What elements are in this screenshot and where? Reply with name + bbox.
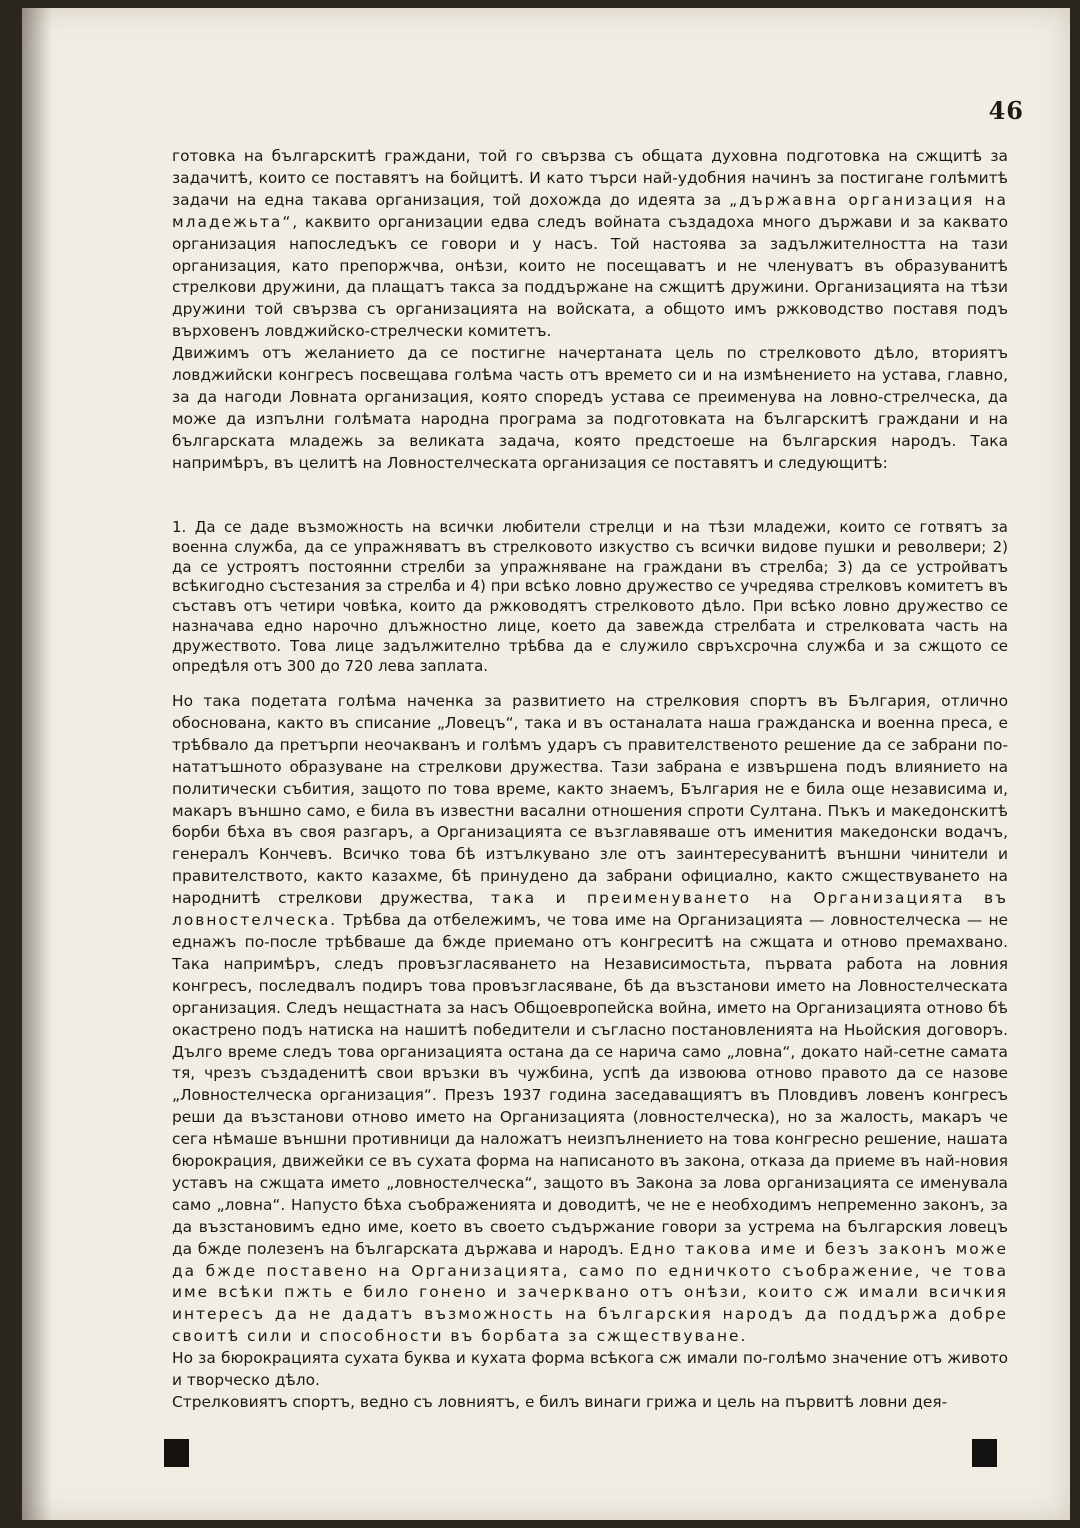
paragraph-1-rest: , каквито организации едва следъ войната създадоха много държави и за каквато организация напоследъкъ се говори и у насъ. Той настоява за задължителността на тази организация, като препоржчва, онѣзи, които не посещаватъ и не членуватъ въ образуванитѣ стрелкови дружини, да плащатъ такса за поддържане на сжщитѣ дружини. Организацията на тѣзи дружини той свързва съ организацията на войската, а общото имъ ржководство поставя подъ върховенъ ловджийско-стрелчески комитетъ. (172, 212, 1008, 341)
registration-mark-left (164, 1439, 189, 1467)
text-block-top (172, 146, 1008, 475)
paragraph-5: Но за бюрокрацията сухата буква и кухата форма всѣкога сж имали по-голѣмо значение отъ живото и творческо дѣло. (172, 1349, 1008, 1390)
paragraph-2: Движимъ отъ желанието да се постигне начертаната цель по стрелковото дѣло, вториятъ ловджийски конгресъ посвещава голѣма часть отъ времето си и на измѣнението на устава, главно, за да нагоди Ловната организация, която споредъ устава се преименува на ловно-стрелческа, да може да изпълни голѣмата народна програма за подготовката на българскитѣ граждани и на българската младежь за великата задача, която предстоеше на българския народъ. Така напримѣръ, въ целитѣ на Ловностелческата организация се поставятъ и следующитѣ: (172, 344, 1008, 472)
paragraph-4-emphasis-2: Едно такова име и безъ законъ може да бжде поставено на Организацията, само по едничкото съображение, че това име всѣки пжть е било гонено и зачерквано отъ онѣзи, които сж имали всичкия интересъ да не дадатъ възможность на българския народъ да поддържа добре своитѣ сили и способности въ борбата за сжществуване. (172, 1239, 1008, 1346)
paragraph-6: Стрелковиятъ спортъ, ведно съ ловниятъ, е билъ винаги грижа и цель на първитѣ ловни дея- (172, 1393, 948, 1411)
binding-shadow (22, 8, 52, 1520)
paragraph-1 (172, 146, 1008, 343)
paragraph-3: 1. Да се даде възможность на всички любители стрелци и на тѣзи младежи, които се готвятъ за военна служба, да се упражняватъ въ стрелковото изкуство съ всички видове пушки и револвери; 2) да се устроятъ постоянни стрелби за упражняване на граждани въ стрелба; 3) да се устройватъ всѣкигодно състезания за стрелба и 4) при всѣко ловно дружество се учредява стрелковъ комитетъ въ съставъ отъ четири човѣка, които да ржководятъ стрелковото дѣло. При всѣко ловно дружество се назначава едно нарочно длъжностно лице, което да завежда стрелбата и стрелковата часть на дружеството. Това лице задължително трѣбва да е служило свръхсрочна служба и за сжщото се опредѣля отъ 300 до 720 лева заплата. (172, 518, 1008, 675)
paragraph-1-emphasis: „държавна организация на младежьта“ (172, 190, 1008, 231)
registration-mark-right (972, 1439, 997, 1467)
paragraph-4-emphasis: така и преименуването на Организацията въ ловностелческа. (172, 889, 1008, 930)
paragraph-4-rest: Трѣбва да отбележимъ, че това име на Организацията — ловностелческа — не еднажъ по-после трѣбваше да бжде приемано отъ конгреситѣ на сжщата и отново премахвано. Така напримѣръ, следъ провъзгласяването на Независимостьта, първата работа на ловния конгресъ, последвалъ подиръ това провъзгласяване, бѣ да възстанови името на Ловностелческата организация. Следъ нещастната за насъ Общоевропейска война, името на Организацията отново бѣ окастрено подъ натиска на нашитѣ победители и съгласно постановленията на Ньойския договоръ. Дълго време следъ това организацията остана да се нарича само „ловна“, докато най-сетне самата тя, чрезъ създаденитѣ свои връзки въ чужбина, успѣ да извоюва отново правото да се назове „Ловностелческа организация“. Презъ 1937 година заседаващиятъ въ Пловдивъ ловенъ конгресъ реши да възстанови отново името на Организацията (ловностелческа), но за жалость, макаръ че сега нѣмаше външни противници да наложатъ неизпълнението на това конгресно решение, нашата бюрокрация, движейки се въ сухата форма на написаното въ закона, отказа да приеме въ най-новия уставъ на сжщата името „ловностелческа“, защото въ Закона за лова организацията се именувала само „ловна“. Напусто бѣха съображенията и доводитѣ, че не е необходимъ непременно законъ, за да възстановимъ едно име, което въ своето съдържание говори за устрема на българския ловецъ да бжде полезенъ на българската държава и народъ. (172, 911, 1008, 1258)
page-number: 46 (988, 96, 1024, 125)
paragraph-1-text: готовка на българскитѣ граждани, той го свързва съ общата духовна подготовка на сжщитѣ за задачитѣ, които се поставятъ на бойцитѣ. И като търси най-удобния начинъ за постигане голѣмитѣ задачи на една такава организация, той дохожда до идеята за (172, 147, 1008, 209)
text-block-list (172, 518, 1008, 676)
scanned-page (22, 8, 1070, 1520)
text-block-main (172, 691, 1008, 1414)
paragraph-4 (172, 691, 1008, 1348)
paragraph-4-text: Но така подетата голѣма наченка за развитието на стрелковия спортъ въ България, отлично обоснована, както въ списание „Ловецъ“, така и въ останалата наша гражданска и военна преса, е трѣбвало да претърпи неочакванъ и голѣмъ ударъ съ правителственото решение да се забрани по-нататъшното образуване на стрелкови дружества. Тази забрана е извършена подъ влиянието на политически събития, защото по това време, както знаемъ, България не е била още независима и, макаръ външно само, е била въ известни васални отношения спроти Султана. Пъкъ и македонскитѣ борби бѣха въ своя разгаръ, а Организацията се възглавяваше отъ именития македонски водачъ, генералъ Кончевъ. Всичко това бѣ изтълкувано зле отъ заинтересуванитѣ външни чинители и правителството, както казахме, бѣ принудено да забрани официално, както сжществуването на народнитѣ стрелкови дружества, (172, 692, 1008, 908)
